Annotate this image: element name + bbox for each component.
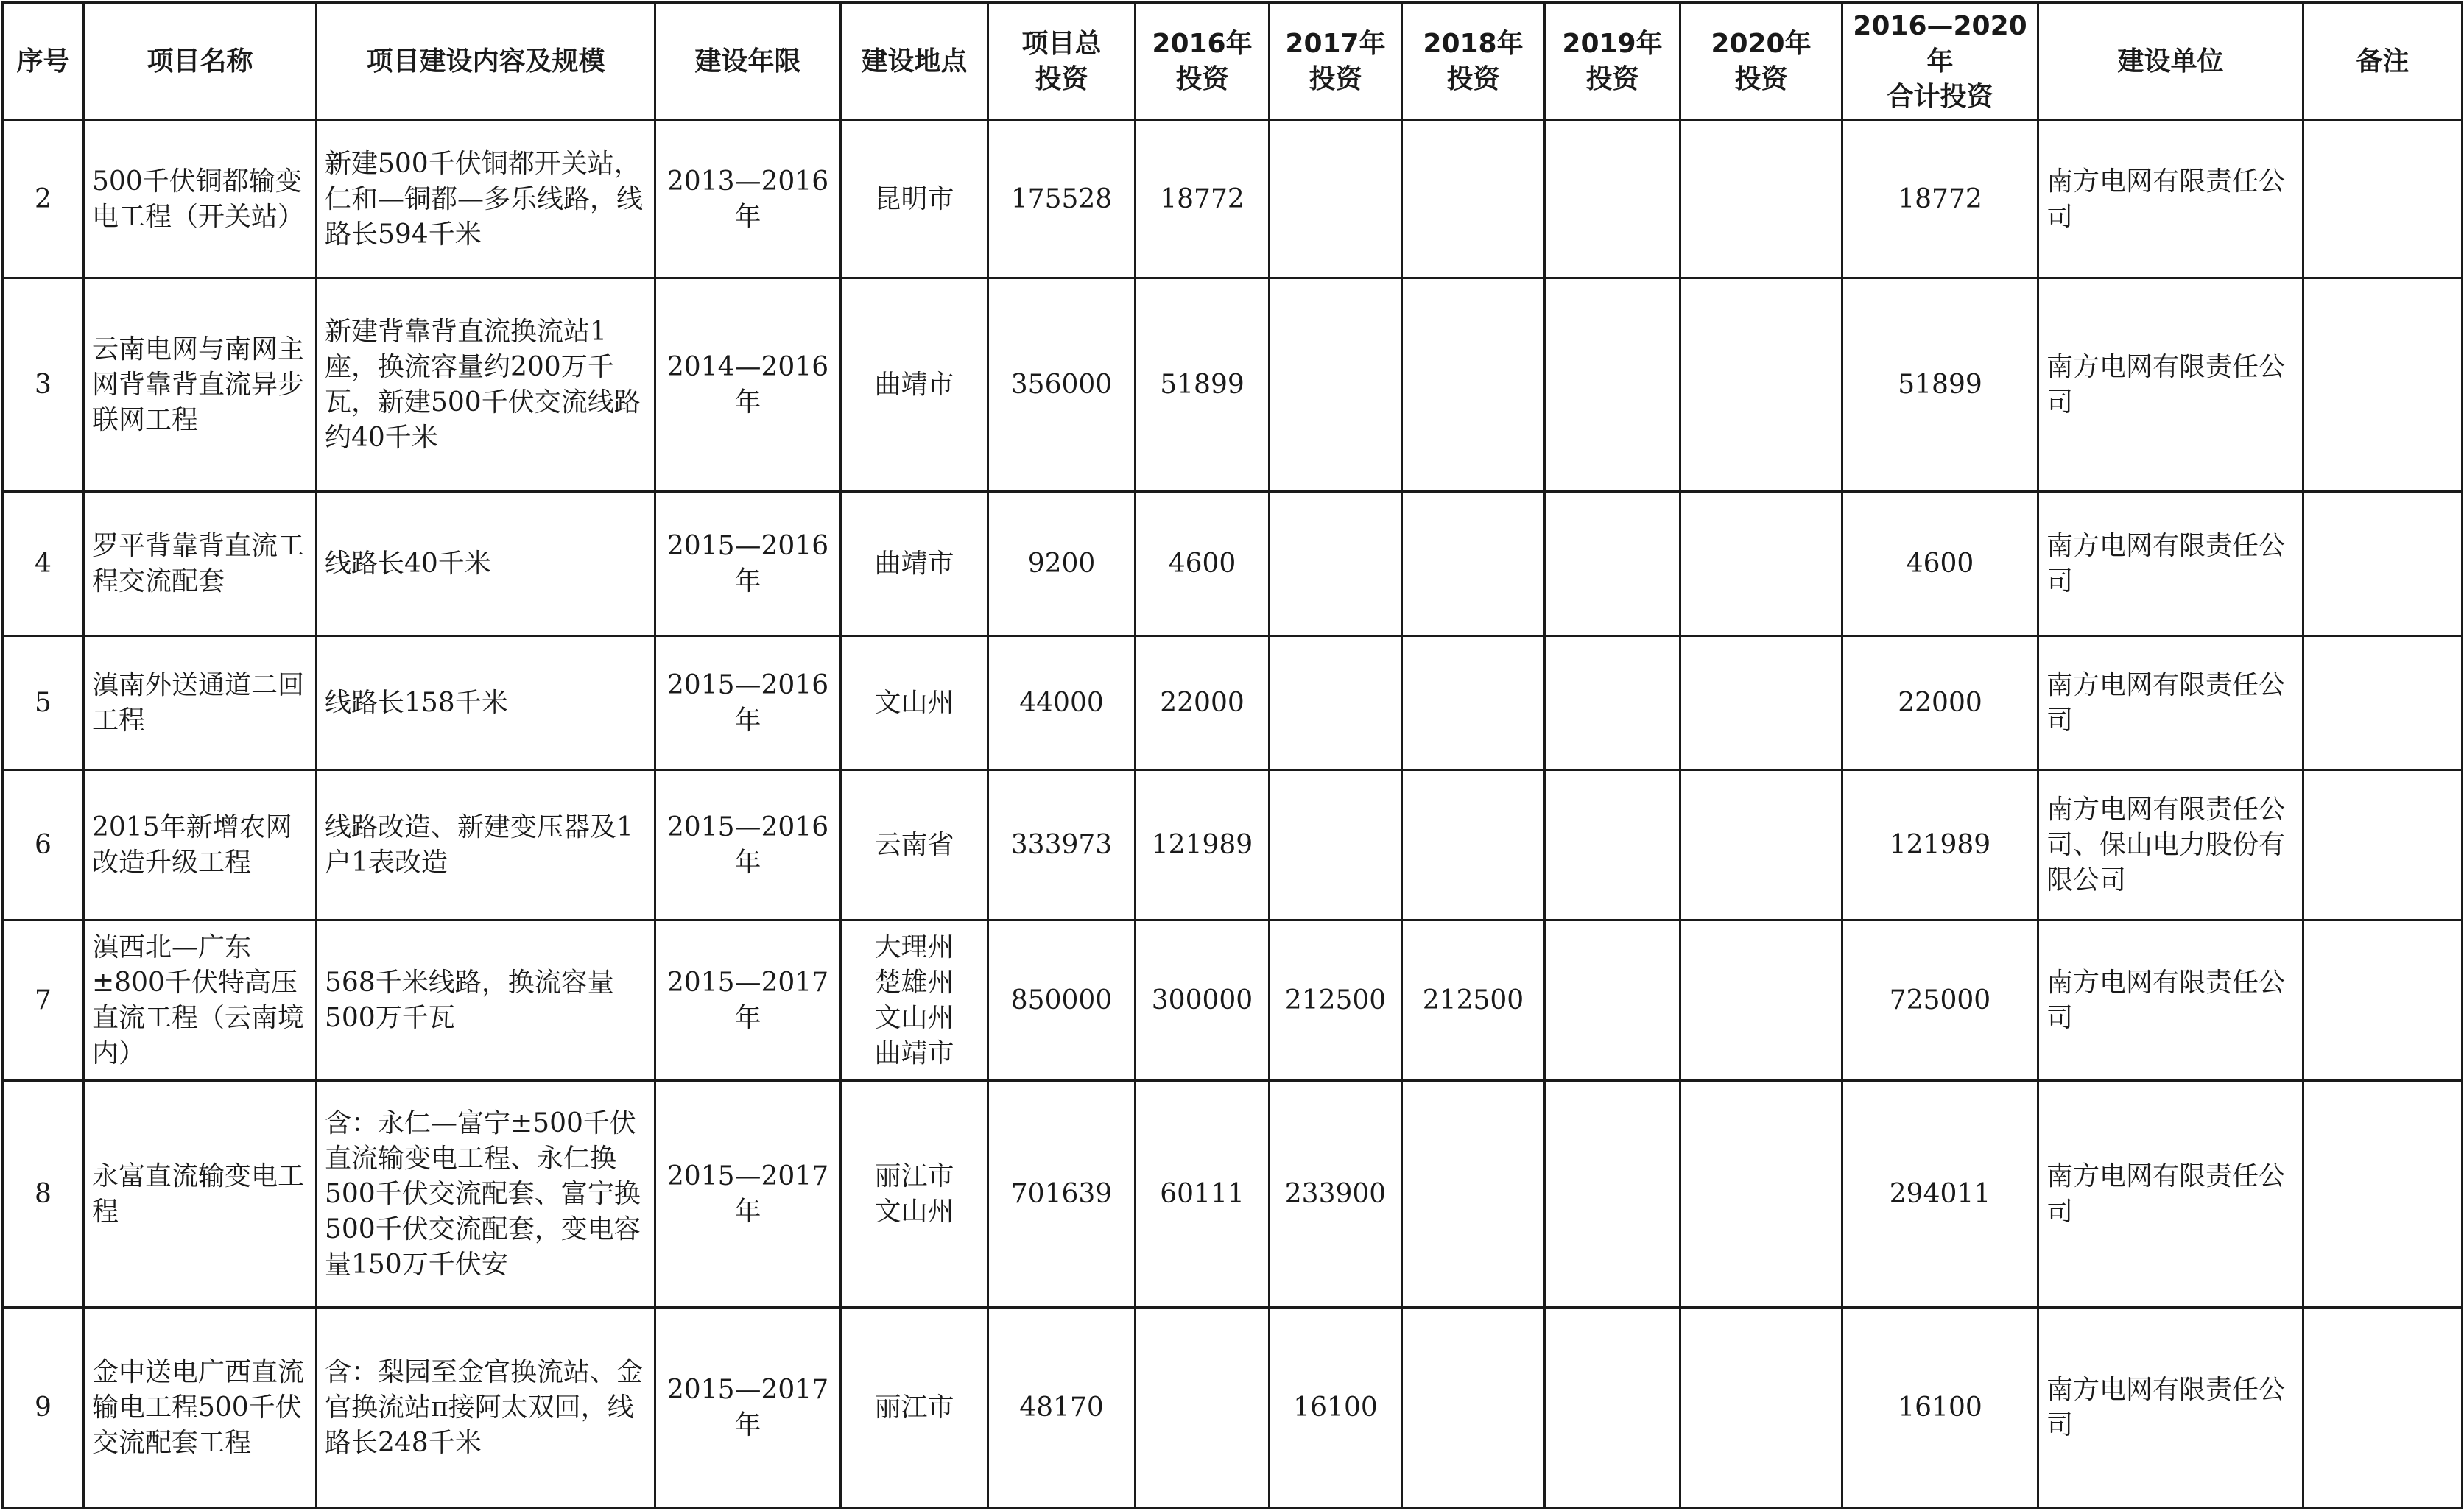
table-row bbox=[3, 636, 2463, 770]
cell-builder: 南方电网有限责任公司 bbox=[2038, 920, 2303, 1081]
cell-sum-investment: 725000 bbox=[1842, 920, 2038, 1081]
cell-project-name: 云南电网与南网主网背靠背直流异步联网工程 bbox=[84, 278, 317, 492]
cell-sum-investment: 16100 bbox=[1842, 1308, 2038, 1508]
cell-note bbox=[2303, 1308, 2463, 1508]
cell-no: 3 bbox=[3, 278, 84, 492]
cell-total-investment: 850000 bbox=[988, 920, 1136, 1081]
header-2020-investment: 2020年 投资 bbox=[1680, 3, 1842, 121]
cell-2018-investment: 212500 bbox=[1402, 920, 1545, 1081]
cell-2020-investment bbox=[1680, 492, 1842, 636]
cell-builder: 南方电网有限责任公司 bbox=[2038, 278, 2303, 492]
header-project-name: 项目名称 bbox=[84, 3, 317, 121]
header-sum-investment: 2016—2020年 合计投资 bbox=[1842, 3, 2038, 121]
header-period: 建设年限 bbox=[655, 3, 841, 121]
cell-builder: 南方电网有限责任公司 bbox=[2038, 636, 2303, 770]
cell-period: 2015—2017年 bbox=[655, 1081, 841, 1308]
cell-note bbox=[2303, 636, 2463, 770]
cell-project-name: 2015年新增农网改造升级工程 bbox=[84, 770, 317, 920]
cell-2016-investment: 18772 bbox=[1136, 121, 1270, 278]
cell-location: 曲靖市 bbox=[841, 492, 988, 636]
cell-2016-investment: 51899 bbox=[1136, 278, 1270, 492]
cell-total-investment: 44000 bbox=[988, 636, 1136, 770]
cell-2019-investment bbox=[1545, 770, 1680, 920]
cell-project-name: 罗平背靠背直流工程交流配套 bbox=[84, 492, 317, 636]
cell-sum-investment: 18772 bbox=[1842, 121, 2038, 278]
header-2017-investment: 2017年 投资 bbox=[1270, 3, 1402, 121]
cell-2018-investment bbox=[1402, 1081, 1545, 1308]
cell-2020-investment bbox=[1680, 1308, 1842, 1508]
cell-period: 2015—2017年 bbox=[655, 920, 841, 1081]
cell-2019-investment bbox=[1545, 492, 1680, 636]
cell-note bbox=[2303, 920, 2463, 1081]
cell-2020-investment bbox=[1680, 920, 1842, 1081]
cell-period: 2015—2016年 bbox=[655, 492, 841, 636]
cell-note bbox=[2303, 121, 2463, 278]
cell-total-investment: 356000 bbox=[988, 278, 1136, 492]
cell-period: 2014—2016年 bbox=[655, 278, 841, 492]
table-row bbox=[3, 1081, 2463, 1308]
cell-period: 2015—2016年 bbox=[655, 770, 841, 920]
cell-location: 云南省 bbox=[841, 770, 988, 920]
cell-2016-investment: 121989 bbox=[1136, 770, 1270, 920]
cell-builder: 南方电网有限责任公司 bbox=[2038, 1081, 2303, 1308]
header-builder: 建设单位 bbox=[2038, 3, 2303, 121]
cell-builder: 南方电网有限责任公司 bbox=[2038, 492, 2303, 636]
cell-content-scale: 线路长40千米 bbox=[317, 492, 655, 636]
cell-note bbox=[2303, 278, 2463, 492]
cell-2016-investment: 22000 bbox=[1136, 636, 1270, 770]
cell-2019-investment bbox=[1545, 920, 1680, 1081]
cell-no: 5 bbox=[3, 636, 84, 770]
cell-note bbox=[2303, 1081, 2463, 1308]
cell-2018-investment bbox=[1402, 492, 1545, 636]
cell-2019-investment bbox=[1545, 1308, 1680, 1508]
cell-project-name: 滇西北—广东±800千伏特高压直流工程（云南境内） bbox=[84, 920, 317, 1081]
table-row bbox=[3, 770, 2463, 920]
cell-2016-investment bbox=[1136, 1308, 1270, 1508]
table-row bbox=[3, 278, 2463, 492]
table-row bbox=[3, 920, 2463, 1081]
cell-2017-investment: 212500 bbox=[1270, 920, 1402, 1081]
header-2019-investment: 2019年 投资 bbox=[1545, 3, 1680, 121]
header-content-scale: 项目建设内容及规模 bbox=[317, 3, 655, 121]
cell-sum-investment: 294011 bbox=[1842, 1081, 2038, 1308]
cell-period: 2013—2016年 bbox=[655, 121, 841, 278]
header-no: 序号 bbox=[3, 3, 84, 121]
cell-location: 大理州 楚雄州 文山州 曲靖市 bbox=[841, 920, 988, 1081]
cell-2020-investment bbox=[1680, 278, 1842, 492]
cell-sum-investment: 121989 bbox=[1842, 770, 2038, 920]
header-2016-investment: 2016年 投资 bbox=[1136, 3, 1270, 121]
cell-2019-investment bbox=[1545, 121, 1680, 278]
table-row bbox=[3, 1308, 2463, 1508]
cell-2020-investment bbox=[1680, 1081, 1842, 1308]
cell-no: 9 bbox=[3, 1308, 84, 1508]
table-row bbox=[3, 121, 2463, 278]
cell-project-name: 500千伏铜都输变电工程（开关站） bbox=[84, 121, 317, 278]
cell-2017-investment bbox=[1270, 278, 1402, 492]
cell-total-investment: 48170 bbox=[988, 1308, 1136, 1508]
cell-2016-investment: 300000 bbox=[1136, 920, 1270, 1081]
cell-project-name: 滇南外送通道二回工程 bbox=[84, 636, 317, 770]
cell-total-investment: 175528 bbox=[988, 121, 1136, 278]
cell-content-scale: 新建500千伏铜都开关站，仁和—铜都—多乐线路，线路长594千米 bbox=[317, 121, 655, 278]
cell-2020-investment bbox=[1680, 770, 1842, 920]
cell-location: 丽江市 bbox=[841, 1308, 988, 1508]
cell-2017-investment: 16100 bbox=[1270, 1308, 1402, 1508]
table-header-row bbox=[3, 3, 2463, 121]
cell-2017-investment bbox=[1270, 121, 1402, 278]
cell-total-investment: 701639 bbox=[988, 1081, 1136, 1308]
cell-2020-investment bbox=[1680, 121, 1842, 278]
cell-note bbox=[2303, 492, 2463, 636]
cell-content-scale: 线路改造、新建变压器及1户1表改造 bbox=[317, 770, 655, 920]
cell-location: 曲靖市 bbox=[841, 278, 988, 492]
header-note: 备注 bbox=[2303, 3, 2463, 121]
cell-no: 7 bbox=[3, 920, 84, 1081]
cell-no: 4 bbox=[3, 492, 84, 636]
cell-total-investment: 9200 bbox=[988, 492, 1136, 636]
cell-2016-investment: 4600 bbox=[1136, 492, 1270, 636]
cell-content-scale: 含：梨园至金官换流站、金官换流站π接阿太双回，线路长248千米 bbox=[317, 1308, 655, 1508]
cell-sum-investment: 22000 bbox=[1842, 636, 2038, 770]
cell-location: 文山州 bbox=[841, 636, 988, 770]
cell-no: 6 bbox=[3, 770, 84, 920]
cell-project-name: 永富直流输变电工程 bbox=[84, 1081, 317, 1308]
cell-2019-investment bbox=[1545, 278, 1680, 492]
cell-2017-investment bbox=[1270, 636, 1402, 770]
cell-builder: 南方电网有限责任公司 bbox=[2038, 121, 2303, 278]
cell-2018-investment bbox=[1402, 121, 1545, 278]
cell-2018-investment bbox=[1402, 278, 1545, 492]
cell-builder: 南方电网有限责任公司 bbox=[2038, 1308, 2303, 1508]
cell-project-name: 金中送电广西直流输电工程500千伏交流配套工程 bbox=[84, 1308, 317, 1508]
cell-note bbox=[2303, 770, 2463, 920]
cell-builder: 南方电网有限责任公司、保山电力股份有限公司 bbox=[2038, 770, 2303, 920]
cell-content-scale: 新建背靠背直流换流站1座，换流容量约200万千瓦，新建500千伏交流线路约40千米 bbox=[317, 278, 655, 492]
header-total-investment: 项目总 投资 bbox=[988, 3, 1136, 121]
cell-2018-investment bbox=[1402, 770, 1545, 920]
investment-table bbox=[1, 1, 2463, 1509]
cell-no: 2 bbox=[3, 121, 84, 278]
cell-period: 2015—2016年 bbox=[655, 636, 841, 770]
cell-total-investment: 333973 bbox=[988, 770, 1136, 920]
header-location: 建设地点 bbox=[841, 3, 988, 121]
cell-2017-investment bbox=[1270, 492, 1402, 636]
cell-content-scale: 线路长158千米 bbox=[317, 636, 655, 770]
cell-period: 2015—2017年 bbox=[655, 1308, 841, 1508]
cell-2020-investment bbox=[1680, 636, 1842, 770]
cell-content-scale: 568千米线路，换流容量500万千瓦 bbox=[317, 920, 655, 1081]
cell-2019-investment bbox=[1545, 1081, 1680, 1308]
cell-2016-investment: 60111 bbox=[1136, 1081, 1270, 1308]
cell-sum-investment: 51899 bbox=[1842, 278, 2038, 492]
cell-2017-investment: 233900 bbox=[1270, 1081, 1402, 1308]
cell-sum-investment: 4600 bbox=[1842, 492, 2038, 636]
header-2018-investment: 2018年 投资 bbox=[1402, 3, 1545, 121]
table-row bbox=[3, 492, 2463, 636]
cell-location: 丽江市 文山州 bbox=[841, 1081, 988, 1308]
cell-2019-investment bbox=[1545, 636, 1680, 770]
cell-2017-investment bbox=[1270, 770, 1402, 920]
cell-2018-investment bbox=[1402, 636, 1545, 770]
cell-no: 8 bbox=[3, 1081, 84, 1308]
cell-location: 昆明市 bbox=[841, 121, 988, 278]
cell-2018-investment bbox=[1402, 1308, 1545, 1508]
cell-content-scale: 含：永仁—富宁±500千伏直流输变电工程、永仁换500千伏交流配套、富宁换500千伏交流配套，变电容量150万千伏安 bbox=[317, 1081, 655, 1308]
